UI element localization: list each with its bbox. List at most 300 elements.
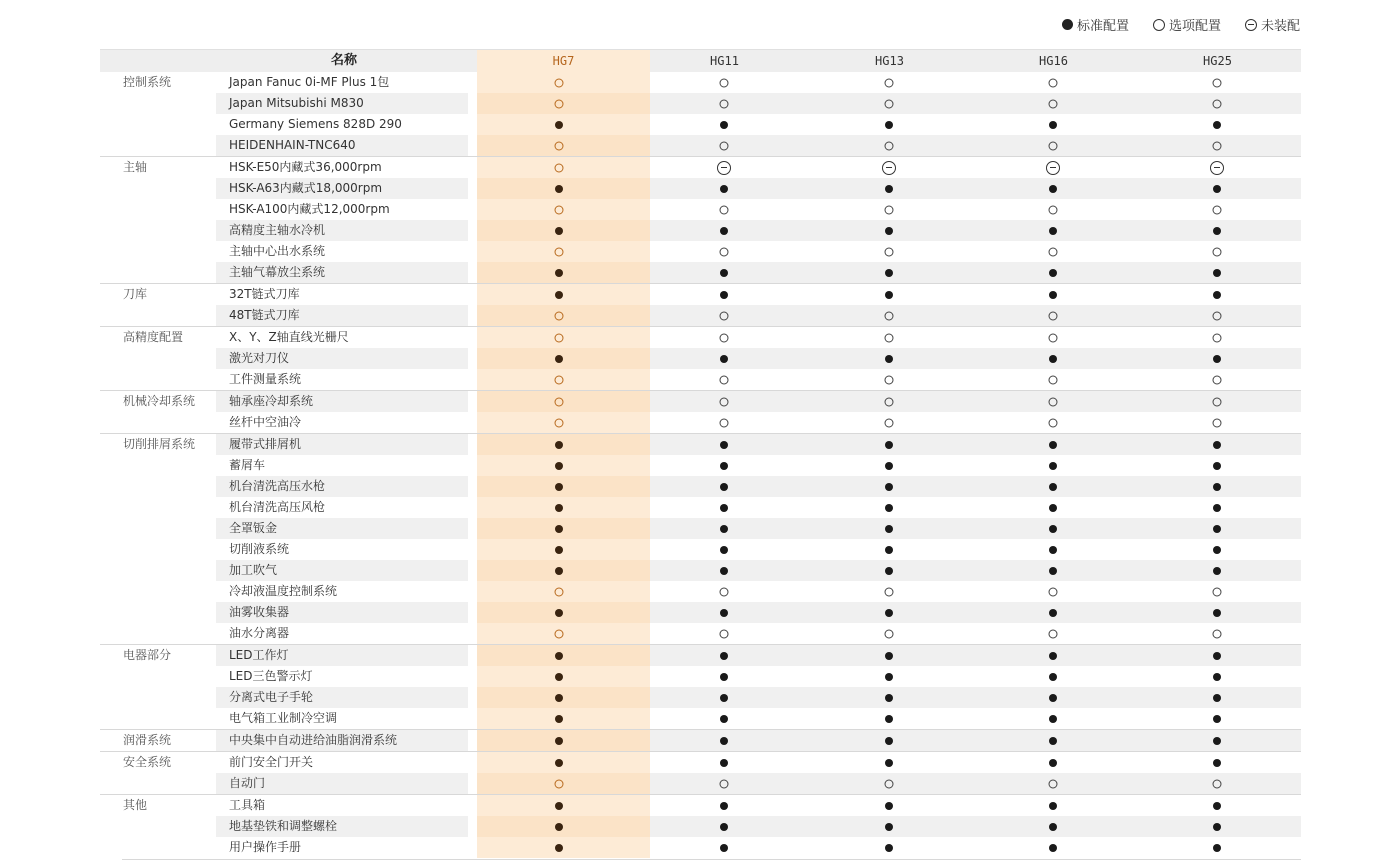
table-row — [100, 729, 1301, 751]
category-label: 切削排屑系统 — [123, 437, 196, 451]
row-gap — [468, 412, 477, 433]
row-gap — [468, 687, 477, 708]
filled-circle-icon — [555, 715, 563, 723]
row-background — [216, 816, 1301, 837]
row-gap — [468, 199, 477, 220]
category-label: 控制系统 — [123, 75, 172, 89]
open-circle-icon — [885, 375, 894, 384]
open-circle-icon — [885, 587, 894, 596]
filled-circle-icon — [1049, 694, 1057, 702]
row-gap — [468, 518, 477, 539]
filled-circle-icon — [1213, 269, 1221, 277]
row-background — [216, 391, 1301, 412]
feature-name: 工件测量系统 — [229, 372, 302, 386]
table-row — [100, 539, 1301, 560]
filled-circle-icon — [720, 227, 728, 235]
open-circle-icon — [555, 397, 564, 406]
highlight-column-cell — [477, 773, 650, 794]
highlight-column-cell — [477, 412, 650, 433]
feature-name: 工具箱 — [229, 798, 266, 812]
table-row — [100, 816, 1301, 837]
filled-circle-icon — [1213, 504, 1221, 512]
category-label: 润滑系统 — [123, 733, 172, 747]
filled-circle-icon — [720, 567, 728, 575]
legend — [1062, 15, 1300, 34]
open-circle-icon — [1213, 205, 1222, 214]
filled-circle-icon — [720, 121, 728, 129]
filled-circle-icon — [555, 462, 563, 470]
filled-circle-icon — [1049, 652, 1057, 660]
filled-circle-icon — [885, 673, 893, 681]
row-gap — [468, 434, 477, 455]
row-background — [216, 773, 1301, 794]
open-circle-icon — [1049, 418, 1058, 427]
highlight-column-cell — [477, 434, 650, 455]
highlight-column-cell — [477, 518, 650, 539]
row-background — [216, 518, 1301, 539]
row-gap — [468, 135, 477, 156]
highlight-column-cell — [477, 241, 650, 262]
feature-name: LED三色警示灯 — [229, 669, 313, 683]
model-header-hg16: HG16 — [1039, 54, 1068, 68]
filled-circle-icon — [1213, 483, 1221, 491]
row-background — [216, 455, 1301, 476]
filled-circle-icon — [885, 737, 893, 745]
row-gap — [468, 602, 477, 623]
row-background — [216, 837, 1301, 858]
table-row — [100, 623, 1301, 644]
feature-name: HEIDENHAIN-TNC640 — [229, 138, 356, 152]
legend-optional — [1153, 15, 1221, 34]
row-gap — [468, 497, 477, 518]
minus-circle-icon — [1210, 161, 1224, 175]
highlight-column-cell — [477, 72, 650, 93]
open-circle-icon — [1213, 141, 1222, 150]
row-gap — [468, 730, 477, 751]
open-circle-icon — [1213, 333, 1222, 342]
table-row — [100, 518, 1301, 539]
filled-circle-icon — [720, 441, 728, 449]
filled-circle-icon — [1049, 504, 1057, 512]
filled-circle-icon — [1213, 525, 1221, 533]
filled-circle-icon — [555, 652, 563, 660]
open-circle-icon — [720, 311, 729, 320]
feature-name: 油水分离器 — [229, 626, 290, 640]
feature-name: 全罩钣金 — [229, 521, 278, 535]
feature-name: 高精度主轴水冷机 — [229, 223, 326, 237]
highlight-column-cell — [477, 327, 650, 348]
open-circle-icon — [885, 141, 894, 150]
feature-name: 分离式电子手轮 — [229, 690, 314, 704]
filled-circle-icon — [885, 121, 893, 129]
open-circle-icon — [1213, 587, 1222, 596]
row-gap — [468, 476, 477, 497]
highlight-column-cell — [477, 581, 650, 602]
open-circle-icon — [1049, 333, 1058, 342]
model-header-hg7: HG7 — [552, 54, 575, 68]
table-header — [100, 49, 1301, 72]
filled-circle-icon — [1213, 759, 1221, 767]
feature-name: 切削液系统 — [229, 542, 290, 556]
filled-circle-icon — [720, 483, 728, 491]
filled-circle-icon — [1213, 715, 1221, 723]
feature-name: HSK-A100内藏式12,000rpm — [229, 202, 390, 216]
row-gap — [468, 157, 477, 178]
open-circle-icon — [1049, 247, 1058, 256]
open-circle-icon — [1049, 78, 1058, 87]
open-circle-icon — [555, 375, 564, 384]
row-background — [216, 539, 1301, 560]
open-circle-icon — [555, 247, 564, 256]
table-row — [100, 93, 1301, 114]
highlight-column-cell — [477, 93, 650, 114]
open-circle-icon — [720, 418, 729, 427]
legend-not-equipped — [1245, 15, 1300, 34]
filled-circle-icon — [555, 737, 563, 745]
feature-name: Japan Mitsubishi M830 — [229, 96, 364, 110]
row-gap — [468, 752, 477, 773]
filled-circle-icon — [885, 759, 893, 767]
filled-circle-icon — [1049, 227, 1057, 235]
open-circle-icon — [720, 587, 729, 596]
row-background — [216, 262, 1301, 283]
feature-name: HSK-A63内藏式18,000rpm — [229, 181, 383, 195]
row-background — [216, 369, 1301, 390]
filled-circle-icon — [720, 355, 728, 363]
category-label: 高精度配置 — [123, 330, 184, 344]
highlight-column-cell — [477, 602, 650, 623]
filled-circle-icon — [1049, 483, 1057, 491]
filled-circle-icon — [555, 567, 563, 575]
highlight-column-cell — [477, 178, 650, 199]
row-gap — [468, 72, 477, 93]
row-background — [216, 623, 1301, 644]
filled-circle-icon — [1049, 355, 1057, 363]
feature-name: 机台清洗高压风枪 — [229, 500, 326, 514]
row-gap — [468, 93, 477, 114]
row-gap — [468, 666, 477, 687]
feature-name: LED工作灯 — [229, 648, 289, 662]
feature-name: 激光对刀仪 — [229, 351, 290, 365]
filled-circle-icon — [1213, 652, 1221, 660]
feature-name: 主轴气幕放尘系统 — [229, 265, 326, 279]
filled-circle-icon — [555, 759, 563, 767]
filled-circle-icon — [885, 185, 893, 193]
highlight-column-cell — [477, 795, 650, 816]
open-circle-icon — [555, 587, 564, 596]
row-background — [216, 412, 1301, 433]
filled-circle-icon — [1213, 567, 1221, 575]
model-header-hg25: HG25 — [1203, 54, 1232, 68]
filled-circle-icon — [720, 609, 728, 617]
feature-name: Japan Fanuc 0i-MF Plus 1包 — [229, 75, 390, 89]
filled-circle-icon — [1062, 19, 1073, 30]
open-circle-icon — [720, 333, 729, 342]
feature-name: 电气箱工业制冷空调 — [229, 711, 338, 725]
open-circle-icon — [555, 163, 564, 172]
legend-optional-label: 选项配置 — [1168, 19, 1221, 34]
highlight-column-cell — [477, 539, 650, 560]
open-circle-icon — [555, 141, 564, 150]
table-row — [100, 283, 1301, 305]
highlight-column-cell — [477, 708, 650, 729]
filled-circle-icon — [885, 694, 893, 702]
filled-circle-icon — [1213, 673, 1221, 681]
filled-circle-icon — [1213, 441, 1221, 449]
model-header-hg11: HG11 — [710, 54, 739, 68]
highlight-column-cell — [477, 455, 650, 476]
filled-circle-icon — [555, 483, 563, 491]
minus-circle-icon — [1245, 19, 1257, 31]
table-row — [100, 348, 1301, 369]
filled-circle-icon — [885, 291, 893, 299]
row-background — [216, 241, 1301, 262]
row-background — [216, 327, 1301, 348]
open-circle-icon — [720, 779, 729, 788]
filled-circle-icon — [555, 609, 563, 617]
feature-name: 油雾收集器 — [229, 605, 290, 619]
filled-circle-icon — [555, 269, 563, 277]
feature-name: HSK-E50内藏式36,000rpm — [229, 160, 382, 174]
row-background — [216, 795, 1301, 816]
filled-circle-icon — [1049, 441, 1057, 449]
filled-circle-icon — [555, 441, 563, 449]
row-gap — [468, 241, 477, 262]
open-circle-icon — [1153, 19, 1165, 31]
row-gap — [468, 391, 477, 412]
row-gap — [468, 262, 477, 283]
filled-circle-icon — [1213, 609, 1221, 617]
highlight-column-cell — [477, 391, 650, 412]
feature-name: X、Y、Z轴直线光栅尺 — [229, 330, 349, 344]
row-background — [216, 284, 1301, 305]
open-circle-icon — [555, 99, 564, 108]
filled-circle-icon — [720, 694, 728, 702]
feature-name: 机台清洗高压水枪 — [229, 479, 326, 493]
table-row — [100, 560, 1301, 581]
row-background — [216, 497, 1301, 518]
open-circle-icon — [720, 397, 729, 406]
table-row — [100, 262, 1301, 283]
filled-circle-icon — [555, 525, 563, 533]
filled-circle-icon — [720, 737, 728, 745]
filled-circle-icon — [885, 504, 893, 512]
row-background — [216, 602, 1301, 623]
table-row — [100, 241, 1301, 262]
row-background — [216, 560, 1301, 581]
open-circle-icon — [555, 418, 564, 427]
filled-circle-icon — [720, 759, 728, 767]
open-circle-icon — [885, 397, 894, 406]
category-label: 电器部分 — [123, 648, 172, 662]
filled-circle-icon — [720, 462, 728, 470]
open-circle-icon — [885, 205, 894, 214]
highlight-column-cell — [477, 262, 650, 283]
filled-circle-icon — [885, 844, 893, 852]
minus-circle-icon — [717, 161, 731, 175]
feature-name: 主轴中心出水系统 — [229, 244, 326, 258]
legend-standard-label: 标准配置 — [1076, 19, 1129, 34]
row-gap — [468, 816, 477, 837]
filled-circle-icon — [885, 567, 893, 575]
table-row — [100, 72, 1301, 93]
table-row — [100, 644, 1301, 666]
filled-circle-icon — [885, 802, 893, 810]
open-circle-icon — [885, 418, 894, 427]
filled-circle-icon — [555, 355, 563, 363]
row-gap — [468, 560, 477, 581]
filled-circle-icon — [720, 652, 728, 660]
filled-circle-icon — [1213, 291, 1221, 299]
filled-circle-icon — [885, 355, 893, 363]
feature-name: 履带式排屑机 — [229, 437, 302, 451]
row-background — [216, 687, 1301, 708]
open-circle-icon — [1049, 397, 1058, 406]
category-label: 其他 — [123, 798, 148, 812]
open-circle-icon — [1049, 311, 1058, 320]
category-label: 刀库 — [123, 287, 148, 301]
filled-circle-icon — [555, 546, 563, 554]
feature-name: 中央集中自动进给油脂润滑系统 — [229, 733, 398, 747]
table-row — [100, 199, 1301, 220]
open-circle-icon — [1049, 779, 1058, 788]
row-gap — [468, 708, 477, 729]
table-row — [100, 837, 1301, 858]
filled-circle-icon — [885, 652, 893, 660]
feature-name: 蓄屑车 — [229, 458, 266, 472]
filled-circle-icon — [1213, 546, 1221, 554]
table-row — [100, 156, 1301, 178]
open-circle-icon — [1049, 205, 1058, 214]
open-circle-icon — [885, 78, 894, 87]
row-gap — [468, 305, 477, 326]
table-row — [100, 305, 1301, 326]
filled-circle-icon — [1049, 546, 1057, 554]
feature-name: 48T链式刀库 — [229, 308, 300, 322]
filled-circle-icon — [555, 823, 563, 831]
feature-name: 加工吹气 — [229, 563, 278, 577]
open-circle-icon — [720, 247, 729, 256]
filled-circle-icon — [1213, 121, 1221, 129]
table-bottom-divider — [122, 859, 1301, 860]
filled-circle-icon — [720, 185, 728, 193]
filled-circle-icon — [885, 546, 893, 554]
table-row — [100, 687, 1301, 708]
row-gap — [468, 837, 477, 858]
highlight-column-cell — [477, 114, 650, 135]
highlight-column-cell — [477, 157, 650, 178]
filled-circle-icon — [1049, 802, 1057, 810]
filled-circle-icon — [1049, 269, 1057, 277]
filled-circle-icon — [555, 291, 563, 299]
name-column-header: 名称 — [330, 53, 357, 68]
open-circle-icon — [555, 205, 564, 214]
highlight-column-cell — [477, 752, 650, 773]
row-gap — [468, 220, 477, 241]
row-gap — [468, 284, 477, 305]
row-background — [216, 752, 1301, 773]
highlight-column-cell — [477, 687, 650, 708]
filled-circle-icon — [1213, 227, 1221, 235]
filled-circle-icon — [1213, 355, 1221, 363]
open-circle-icon — [885, 779, 894, 788]
filled-circle-icon — [720, 673, 728, 681]
table-row — [100, 433, 1301, 455]
open-circle-icon — [885, 99, 894, 108]
filled-circle-icon — [885, 227, 893, 235]
open-circle-icon — [555, 333, 564, 342]
filled-circle-icon — [885, 483, 893, 491]
open-circle-icon — [1213, 397, 1222, 406]
filled-circle-icon — [1213, 737, 1221, 745]
highlight-column-cell — [477, 497, 650, 518]
row-background — [216, 220, 1301, 241]
row-gap — [468, 581, 477, 602]
row-background — [216, 93, 1301, 114]
open-circle-icon — [555, 311, 564, 320]
feature-name: 冷却液温度控制系统 — [229, 584, 338, 598]
table-row — [100, 220, 1301, 241]
row-background — [216, 476, 1301, 497]
filled-circle-icon — [1049, 121, 1057, 129]
filled-circle-icon — [1049, 759, 1057, 767]
highlight-column-cell — [477, 645, 650, 666]
filled-circle-icon — [885, 525, 893, 533]
highlight-column-cell — [477, 220, 650, 241]
filled-circle-icon — [1213, 185, 1221, 193]
table-row — [100, 751, 1301, 773]
filled-circle-icon — [1213, 823, 1221, 831]
row-background — [216, 645, 1301, 666]
row-gap — [468, 178, 477, 199]
filled-circle-icon — [1049, 291, 1057, 299]
category-label: 主轴 — [123, 160, 148, 174]
row-background — [216, 581, 1301, 602]
filled-circle-icon — [1049, 823, 1057, 831]
filled-circle-icon — [720, 269, 728, 277]
open-circle-icon — [720, 78, 729, 87]
highlight-column-cell — [477, 199, 650, 220]
row-gap — [468, 369, 477, 390]
table-row — [100, 135, 1301, 156]
filled-circle-icon — [720, 844, 728, 852]
filled-circle-icon — [555, 227, 563, 235]
open-circle-icon — [1049, 99, 1058, 108]
highlight-column-cell — [477, 560, 650, 581]
open-circle-icon — [885, 629, 894, 638]
row-gap — [468, 114, 477, 135]
row-gap — [468, 539, 477, 560]
table-row — [100, 412, 1301, 433]
highlight-column-cell — [477, 135, 650, 156]
feature-name: 丝杆中空油冷 — [229, 415, 302, 429]
filled-circle-icon — [1213, 802, 1221, 810]
open-circle-icon — [1049, 629, 1058, 638]
table-row — [100, 369, 1301, 390]
highlight-column-cell — [477, 666, 650, 687]
open-circle-icon — [1049, 141, 1058, 150]
feature-name: 轴承座冷却系统 — [229, 394, 314, 408]
open-circle-icon — [885, 311, 894, 320]
minus-circle-icon — [1046, 161, 1060, 175]
filled-circle-icon — [555, 673, 563, 681]
open-circle-icon — [1049, 587, 1058, 596]
table-row — [100, 773, 1301, 794]
row-background — [216, 708, 1301, 729]
row-gap — [468, 327, 477, 348]
table-row — [100, 326, 1301, 348]
legend-not-equipped-label: 未装配 — [1260, 19, 1300, 34]
